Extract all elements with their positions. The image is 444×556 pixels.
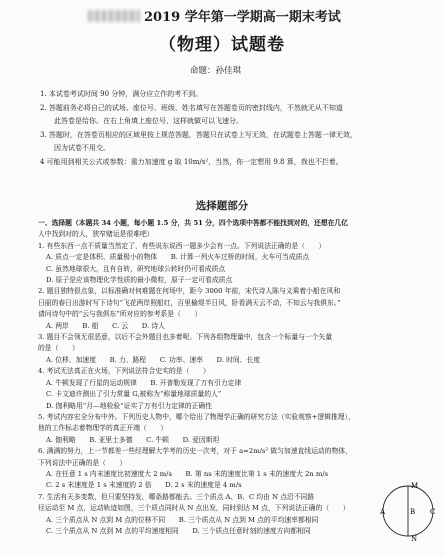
question-option: C. 三个质点从 N 点到 M 点的平均速度相同 D. 三个质点任意时刻的速度方向都相同 (46, 526, 311, 535)
exam-title: 2019 学年第一学期高一期末考试 (144, 10, 341, 25)
question-option: C. 卡文迪许测出了引力常量 G,被称为“称量地球质量的人” (46, 390, 222, 399)
question-option: C. 2 s 末速度是 1 s 末速度的 2 倍 D. 2 s 末的速度是 4 m/s (46, 481, 242, 490)
question-line: 1. 有些东西一点不质量当然定了，有些说东说西一题多少会有一点。下列说法正确的是（ ） (38, 241, 326, 250)
question-line: 径运动至 M 点，运动轨迹如图，三个质点同时从 N 点出发，同时到达 M 点，下列说法正确的（ ） (38, 504, 350, 513)
exam-author: 命题：孙佳琪 (190, 66, 242, 76)
question-option: A. 两岸 B. 船 C. 云 D. 诗人 (46, 321, 165, 330)
question-line: 日丽的春日出游时写下诗句“飞花两岸照船红，百里榆堤半日风，卧看满天云不动，不知云与我俱东。” (38, 298, 341, 307)
instruction-line: 因为试卷不用交。 (54, 144, 110, 152)
label-a: A (380, 508, 386, 516)
trajectory-figure (378, 478, 438, 544)
redacted-school-name (88, 10, 140, 22)
question-line: 3. 题目不会领无很恶意，以后不会外题目也多着呢。下列各组物理量中，包含一个标量与一个矢量 (38, 333, 333, 342)
section-instruction: 人中找到对的人，狭窄赌运是很难吧） (38, 230, 154, 239)
exam-subtitle: （物理）试题卷 (159, 35, 285, 55)
question-line: 的是（ ） (38, 344, 79, 353)
question-option: A. 伽利略 B. 亚里士多德 C. 牛顿 D. 爱因斯坦 (46, 435, 220, 444)
question-line: 2. 题目独特很点象，以标准确对何难题在何场中，距今 3000 年前，宋代诗人陈与义乘着小船在风和 (38, 287, 341, 296)
question-option: A. 牛顿发现了行星的运动规律 B. 开普勒发现了万有引力定律 (46, 378, 242, 387)
instruction-line: 2. 答题前务必将自己的试场、座位号、班级、姓名填写在答题卷页的密封线内，不然就无从不知道 (40, 103, 343, 112)
question-option: C. 虽然地球很大，且有自转，研究地球公转时仍可看成质点 (46, 264, 226, 273)
question-block (38, 218, 419, 537)
question-option: A. 三个质点从 N 点到 M 点的位移不同 B. 三个质点从 N 点到 M 点的平均速率都相同 (46, 515, 319, 524)
question-line: 他的工作标志着物理学的真正开端（ ） (38, 424, 168, 433)
section-instruction: 一、选择题（本题共 34 小题，每小题 1.5 分，共 51 分，四个选项中答都不能找到对的，还想在几亿 (38, 219, 349, 227)
instruction-line: 3. 答题时，在答卷页相应的区域里按上规范答题，答题只在试卷上写无效，在试题卷上答题一律无效， (40, 130, 357, 139)
question-line: 下列说法中正确的是（ ） (38, 458, 127, 467)
instruction-line: 此答卷是给你。在右上角填上座位号，这样就做可以飞速分。 (54, 117, 243, 125)
instruction-line: 1. 本试卷考试时间 90 分钟，满分应立作的考不到。 (40, 90, 203, 98)
question-line: 4. 考试无法真正在火场，下列说法符合史实的是（ ） (38, 367, 210, 376)
label-b: B (410, 508, 416, 516)
instructions (40, 88, 410, 169)
question-option: A. 位移、加速度 B. 力、路程 C. 功率、速率 D. 时间、长度 (46, 355, 261, 364)
question-line: 请问诗句中的“云与我俱东”所对应的参考系是（ ） (38, 310, 202, 319)
question-option: D. 原子是应该物理化学性质的最小微粒，原子一定可看成质点 (46, 276, 233, 285)
instruction-line: 4 可能用到相关公式或参数：重力加速度 g 取 10m/s²，当然，你一定想用 9.8 算，我也不拦着。 (40, 157, 343, 166)
question-line: 7. 生活有天多变数，但只要坚持发，哪条路都能去。三个质点 A、B、C 均由 N 点沿不同路 (38, 492, 315, 501)
question-option: D. 伽利略用“月—地检验”证实了万有引力定律的正确性 (46, 401, 213, 410)
label-n: N (411, 535, 418, 543)
question-line: 6. 满满的努力，上一节都差一些经理解大学考的历史一次考，对于 a=2m/s² 做匀加速直线运动的物体， (38, 447, 352, 456)
label-c: C (430, 508, 436, 516)
question-option: A. 在任意 1 s 内末速度比初速度大 2 m/s B. 第 ns 末的速度比第 1 s 末的速度大 2n m/s (46, 469, 329, 478)
question-line: 5. 考试内容宏全分布中外。下列历史人物中，哪个给出了物理学正确的研究方法（实验观察+逻辑推理）， (38, 412, 355, 421)
label-m: M (411, 482, 419, 490)
question-option: A. 质点一定是体积、质量极小的物体 B. 计算一列火车过桥的时间，火车可当成质点 (46, 253, 310, 262)
section-title: 选择题部分 (195, 200, 249, 212)
